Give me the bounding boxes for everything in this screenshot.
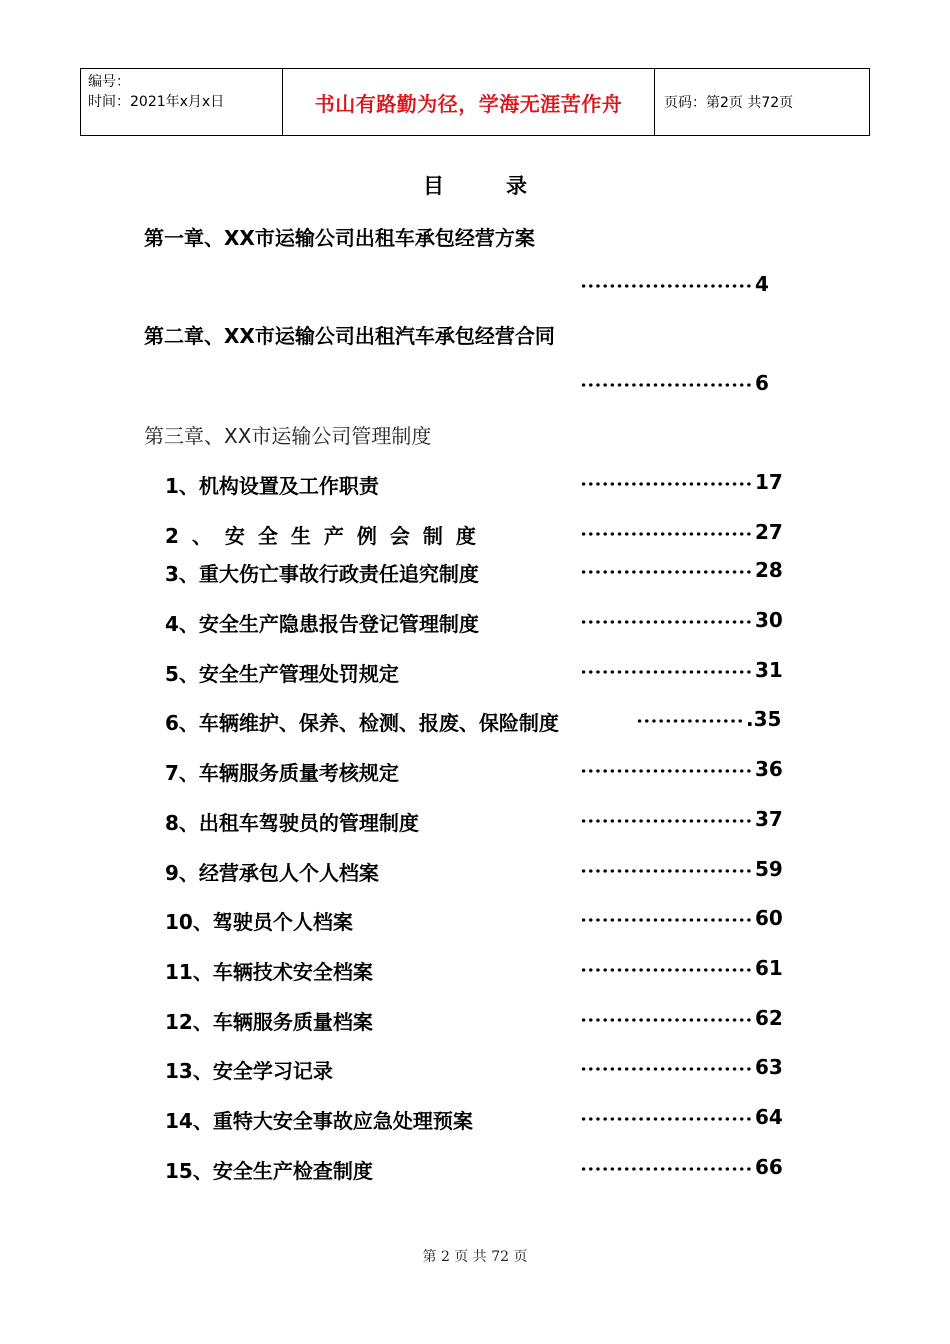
toc-item[interactable]: 13、安全学习记录 bbox=[165, 1059, 333, 1083]
toc-item[interactable]: 3、重大伤亡事故行政责任追究制度 bbox=[165, 562, 479, 586]
toc-chapter-title[interactable]: 第二章、XX市运输公司出租汽车承包经营合同 bbox=[144, 324, 555, 348]
toc-title bbox=[0, 170, 950, 200]
toc-leader bbox=[580, 906, 783, 930]
toc-leader bbox=[580, 807, 783, 831]
toc-item[interactable]: 12、车辆服务质量档案 bbox=[165, 1010, 373, 1034]
toc-item[interactable]: 1、机构设置及工作职责 bbox=[165, 474, 379, 498]
toc-item[interactable]: 11、车辆技术安全档案 bbox=[165, 960, 373, 984]
header-divider bbox=[869, 68, 870, 136]
toc-page-number: 66 bbox=[755, 1155, 783, 1179]
header-divider bbox=[80, 68, 81, 136]
toc-item[interactable]: 6、车辆维护、保养、检测、报废、保险制度 bbox=[165, 711, 559, 735]
toc-leader bbox=[580, 956, 783, 980]
toc-leader bbox=[580, 558, 783, 582]
toc-title-part: 录 bbox=[506, 174, 527, 198]
toc-item[interactable]: 10、驾驶员个人档案 bbox=[165, 910, 353, 934]
toc-page-number: 30 bbox=[755, 608, 783, 632]
toc-page-number: 37 bbox=[755, 807, 783, 831]
toc-leader bbox=[580, 272, 769, 296]
toc-leader bbox=[580, 470, 783, 494]
header-time-label: 时间：2021年x月x日 bbox=[88, 94, 225, 110]
toc-page-number: 62 bbox=[755, 1006, 783, 1030]
toc-page-number: 59 bbox=[755, 857, 783, 881]
toc-item[interactable]: 5、安全生产管理处罚规定 bbox=[165, 662, 399, 686]
header-divider bbox=[654, 68, 655, 136]
toc-leader bbox=[580, 608, 783, 632]
toc-page-number: 31 bbox=[755, 658, 783, 682]
toc-leader bbox=[580, 658, 783, 682]
toc-leader bbox=[580, 1155, 783, 1179]
toc-page-number: 60 bbox=[755, 906, 783, 930]
toc-leader bbox=[580, 1105, 783, 1129]
toc-page-number: 6 bbox=[755, 371, 769, 395]
header-page-info: 页码：第2页 共72页 bbox=[664, 95, 794, 111]
toc-item[interactable]: 9、经营承包人个人档案 bbox=[165, 861, 379, 885]
page-footer: 第 2 页 共 72 页 bbox=[422, 1249, 528, 1265]
header-number-label: 编号： bbox=[88, 74, 130, 90]
toc-page-number: 27 bbox=[755, 520, 783, 544]
toc-leader bbox=[636, 707, 781, 731]
toc-chapter-title[interactable]: 第三章、XX市运输公司管理制度 bbox=[144, 424, 432, 448]
toc-item[interactable]: 4、安全生产隐患报告登记管理制度 bbox=[165, 612, 479, 636]
header-meta bbox=[88, 72, 224, 112]
toc-page-number: 36 bbox=[755, 757, 783, 781]
toc-item[interactable]: 14、重特大安全事故应急处理预案 bbox=[165, 1109, 473, 1133]
toc-item[interactable]: 15、安全生产检查制度 bbox=[165, 1159, 373, 1183]
toc-title-part: 目 bbox=[423, 174, 444, 198]
toc-page-number: 64 bbox=[755, 1105, 783, 1129]
toc-item[interactable]: 7、车辆服务质量考核规定 bbox=[165, 761, 399, 785]
toc-leader bbox=[580, 520, 783, 544]
toc-page-number: 4 bbox=[755, 272, 769, 296]
toc-page-number: 17 bbox=[755, 470, 783, 494]
toc-chapter-title[interactable]: 第一章、XX市运输公司出租车承包经营方案 bbox=[144, 226, 535, 250]
toc-item[interactable]: 8、出租车驾驶员的管理制度 bbox=[165, 811, 419, 835]
toc-leader bbox=[580, 371, 769, 395]
toc-page-number: 63 bbox=[755, 1055, 783, 1079]
toc-leader bbox=[580, 1006, 783, 1030]
toc-item[interactable]: 2、安全生产例会制度 bbox=[165, 524, 489, 548]
toc-page-number: 28 bbox=[755, 558, 783, 582]
toc-page-number: .35 bbox=[746, 707, 782, 731]
toc-leader bbox=[580, 757, 783, 781]
toc-page-number: 61 bbox=[755, 956, 783, 980]
toc-leader bbox=[580, 857, 783, 881]
toc-leader bbox=[580, 1055, 783, 1079]
header-motto: 书山有路勤为径，学海无涯苦作舟 bbox=[314, 91, 623, 116]
